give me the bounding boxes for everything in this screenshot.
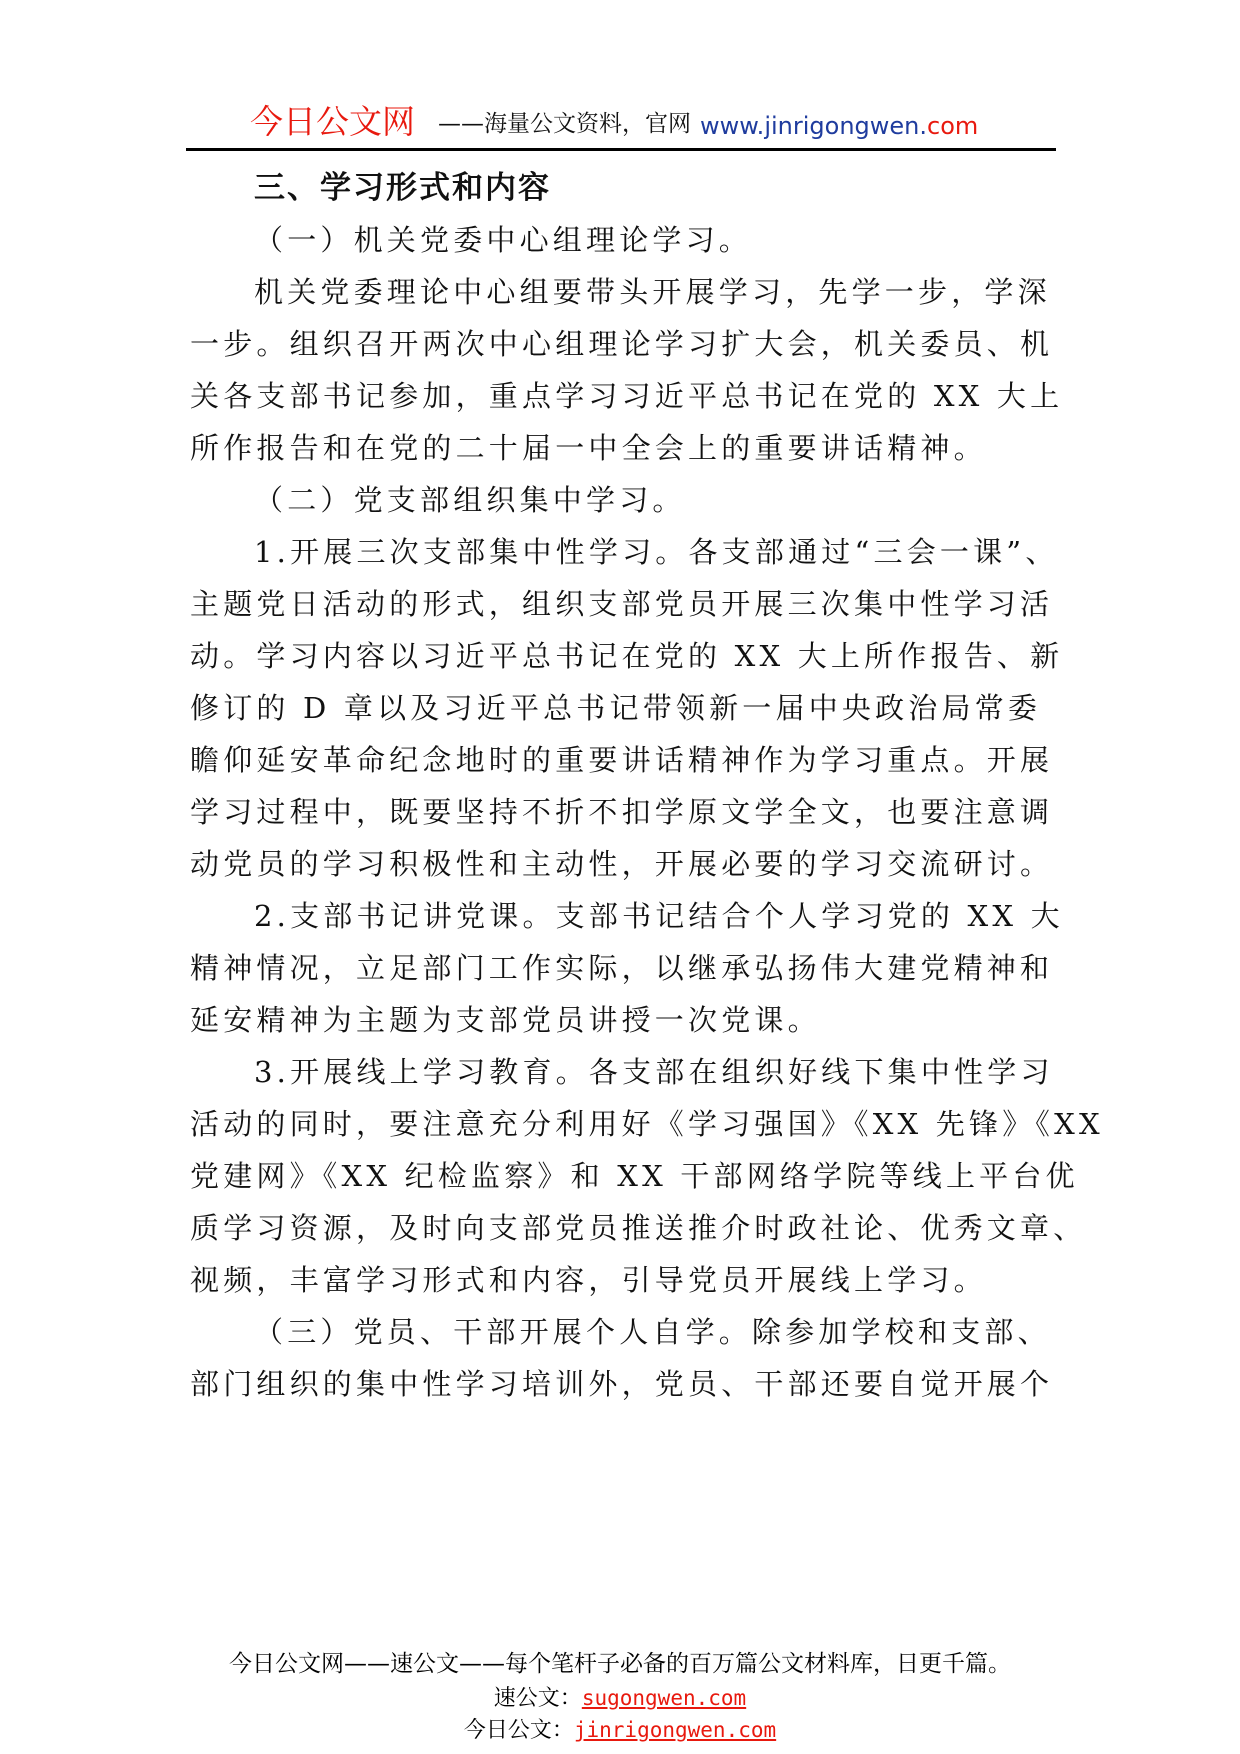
paragraph-line: 1.开展三次支部集中性学习。各支部通过“三会一课”、: [254, 535, 1059, 569]
header-url-tail: com: [927, 112, 979, 140]
paragraph-line: 3.开展线上学习教育。各支部在组织好线下集中性学习: [254, 1055, 1054, 1089]
paragraph-line: 2.支部书记讲党课。支部书记结合个人学习党的 XX 大: [254, 899, 1064, 933]
paragraph-line: 党建网》《XX 纪检监察》和 XX 干部网络学院等线上平台优: [190, 1159, 1079, 1193]
footer-jinrigongwen-label: 今日公文：: [463, 1718, 574, 1743]
paragraph-line: 视频，丰富学习形式和内容，引导党员开展线上学习。: [190, 1263, 987, 1297]
paragraph-line: 所作报告和在党的二十届一中全会上的重要讲话精神。: [190, 431, 987, 465]
header-divider: [186, 148, 1056, 151]
paragraph-line: 活动的同时，要注意充分利用好《学习强国》《XX 先锋》《XX: [190, 1107, 1104, 1141]
footer-slogan: 今日公文网——速公文——每个笔杆子必备的百万篇公文材料库，日更千篇。: [229, 1651, 1011, 1677]
header-brand: 今日公文网: [250, 102, 415, 141]
paragraph-line: 机关党委理论中心组要带头开展学习，先学一步，学深: [254, 275, 1051, 309]
paragraph-line: 关各支部书记参加，重点学习习近平总书记在党的 XX 大上: [190, 379, 1064, 413]
header-tagline: ——海量公文资料，官网: [438, 111, 691, 137]
paragraph-line: 学习过程中，既要坚持不折不扣学原文学全文，也要注意调: [190, 795, 1054, 829]
paragraph-line: 修订的 D 章以及习近平总书记带领新一届中央政治局常委: [190, 691, 1042, 725]
paragraph-line: 延安精神为主题为支部党员讲授一次党课。: [190, 1003, 821, 1037]
subheading-3: （三）党员、干部开展个人自学。除参加学校和支部、: [254, 1315, 1051, 1349]
paragraph-line: 主题党日活动的形式，组织支部党员开展三次集中性学习活: [190, 587, 1054, 621]
paragraph-line: 部门组织的集中性学习培训外，党员、干部还要自觉开展个: [190, 1367, 1054, 1401]
footer-jinrigongwen: [0, 1712, 1240, 1749]
subheading-2: （二）党支部组织集中学习。: [254, 483, 686, 517]
paragraph-line: 动党员的学习积极性和主动性，开展必要的学习交流研讨。: [190, 847, 1054, 881]
header-url-main: www.jinrigongwen.: [700, 112, 927, 140]
footer-sugongwen-link[interactable]: sugongwen.com: [581, 1686, 747, 1710]
paragraph-line: 动。学习内容以习近平总书记在党的 XX 大上所作报告、新: [190, 639, 1064, 673]
paragraph-line: 精神情况，立足部门工作实际，以继承弘扬伟大建党精神和: [190, 951, 1054, 985]
footer-jinrigongwen-link[interactable]: jinrigongwen.com: [573, 1718, 777, 1742]
paragraph-line: 一步。组织召开两次中心组理论学习扩大会，机关委员、机: [190, 327, 1054, 361]
paragraph-line: 瞻仰延安革命纪念地时的重要讲话精神作为学习重点。开展: [190, 743, 1054, 777]
header-url-link[interactable]: [700, 106, 978, 146]
section-heading: 三、学习形式和内容: [254, 170, 551, 206]
page-header: [186, 100, 1056, 152]
paragraph-line: 质学习资源，及时向支部党员推送推介时政社论、优秀文章、: [190, 1211, 1087, 1245]
footer-sugongwen-label: 速公文：: [493, 1686, 582, 1711]
subheading-1: （一）机关党委中心组理论学习。: [254, 223, 753, 257]
